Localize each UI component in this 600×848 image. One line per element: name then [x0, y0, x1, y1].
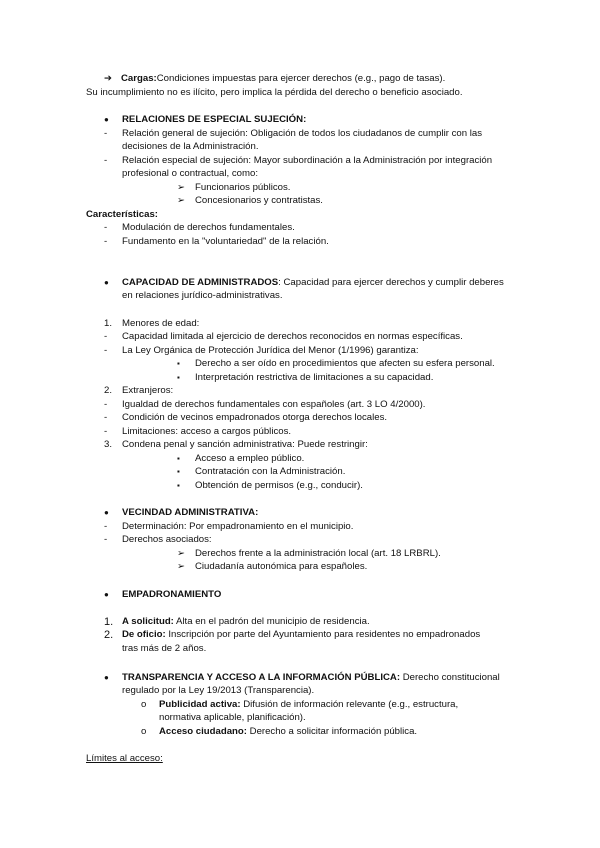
circle-bullet-icon: o [141, 699, 147, 710]
cargas-term: Cargas: [121, 73, 157, 84]
sub-item [159, 699, 458, 711]
cargas-note: Su incumplimiento no es ilícito, pero implica la pérdida del derecho o beneficio asociado. [86, 87, 463, 98]
item-term: Publicidad activa: [159, 699, 241, 710]
list-item: La Ley Orgánica de Protección Jurídica del Menor (1/1996) garantiza: [122, 345, 419, 356]
item-def: Derecho a solicitar información pública. [246, 726, 418, 737]
sub-item-cont: normativa aplicable, planificación). [159, 712, 306, 723]
transparencia-line [122, 672, 500, 684]
bullet-icon: ● [104, 278, 109, 287]
item-term: De oficio: [122, 629, 166, 640]
number-1: 1. [104, 616, 114, 628]
number-2: 2. [104, 385, 113, 396]
transparencia-def: Derecho constitucional [400, 672, 500, 683]
bullet-icon: ● [104, 590, 109, 599]
arrowhead-icon: ➢ [177, 195, 186, 206]
list-item: Limitaciones: acceso a cargos públicos. [122, 426, 292, 437]
numbered-item: Condena penal y sanción administrativa: Puede restringir: [122, 439, 368, 450]
square-bullet-icon: ▪ [177, 481, 180, 490]
list-item-cont: decisiones de la Administración. [122, 141, 259, 152]
sub-item: Acceso a empleo público. [195, 453, 305, 464]
dash-icon: - [104, 155, 108, 166]
dash-icon: - [104, 426, 108, 437]
sub-item: Derecho a ser oído en procedimientos que afecten su esfera personal. [195, 358, 495, 369]
sub-item [159, 726, 417, 738]
bullet-icon: ● [104, 673, 109, 682]
arrowhead-icon: ➢ [177, 561, 186, 572]
bullet-icon: ● [104, 115, 109, 124]
cargas-line [121, 73, 445, 85]
capacidad-def-cont: en relaciones jurídico-administrativas. [122, 290, 283, 301]
section-heading-transparencia: TRANSPARENCIA Y ACCESO A LA INFORMACIÓN PÚBLICA: [122, 672, 401, 683]
section-heading-vecindad: VECINDAD ADMINISTRATIVA: [122, 507, 259, 518]
cargas-def: Condiciones impuestas para ejercer derechos (e.g., pago de tasas). [156, 73, 446, 84]
sub-item: Obtención de permisos (e.g., conducir). [195, 480, 363, 491]
arrowhead-icon: ➢ [177, 548, 186, 559]
number-2: 2. [104, 629, 114, 641]
dash-icon: - [104, 345, 108, 356]
transparencia-def-cont: regulado por la Ley 19/2013 (Transparencia). [122, 685, 315, 696]
item-def: Difusión de información relevante (e.g., estructura, [240, 699, 459, 710]
dash-icon: - [104, 521, 108, 532]
sub-item: Interpretación restrictiva de limitaciones a su capacidad. [195, 372, 434, 383]
circle-bullet-icon: o [141, 726, 147, 737]
square-bullet-icon: ▪ [177, 454, 180, 463]
sub-item: Contratación con la Administración. [195, 466, 346, 477]
caracteristicas-heading: Características: [86, 209, 158, 220]
list-item: Capacidad limitada al ejercicio de derechos reconocidos en normas específicas. [122, 331, 463, 342]
section-heading-especial: RELACIONES DE ESPECIAL SUJECIÓN: [122, 114, 307, 125]
list-item: Derechos asociados: [122, 534, 212, 545]
bullet-icon: ● [104, 508, 109, 517]
dash-icon: - [104, 534, 108, 545]
list-item: Relación especial de sujeción: Mayor subordinación a la Administración por integración [122, 155, 493, 166]
number-3: 3. [104, 439, 113, 450]
list-item: Determinación: Por empadronamiento en el municipio. [122, 521, 354, 532]
dash-icon: - [104, 128, 108, 139]
list-item-cont: profesional o contractual, como: [122, 168, 258, 179]
list-item: Modulación de derechos fundamentales. [122, 222, 295, 233]
item-def: Alta en el padrón del municipio de residencia. [173, 616, 370, 627]
numbered-item: Extranjeros: [122, 385, 174, 396]
arrow-icon: ➔ [104, 73, 113, 84]
capacidad-def: : Capacidad para ejercer derechos y cumplir deberes [278, 277, 504, 288]
item-term: Acceso ciudadano: [159, 726, 247, 737]
arrowhead-icon: ➢ [177, 182, 186, 193]
section-heading-empadronamiento: EMPADRONAMIENTO [122, 589, 222, 600]
list-item: Condición de vecinos empadronados otorga derechos locales. [122, 412, 388, 423]
capacidad-line [122, 277, 504, 289]
dash-icon: - [104, 331, 108, 342]
list-item: Fundamento en la "voluntariedad" de la relación. [122, 236, 329, 247]
numbered-item: Menores de edad: [122, 318, 200, 329]
dash-icon: - [104, 222, 108, 233]
dash-icon: - [104, 399, 108, 410]
numbered-item [122, 616, 370, 628]
item-term: A solicitud: [122, 616, 174, 627]
numbered-item-cont: tras más de 2 años. [122, 643, 207, 654]
item-def: Inscripción por parte del Ayuntamiento para residentes no empadronados [165, 629, 481, 640]
dash-icon: - [104, 412, 108, 423]
limites-heading: Límites al acceso: [86, 753, 163, 764]
dash-icon: - [104, 236, 108, 247]
section-heading-capacidad: CAPACIDAD DE ADMINISTRADOS [122, 277, 279, 288]
list-item: Igualdad de derechos fundamentales con españoles (art. 3 LO 4/2000). [122, 399, 426, 410]
sub-item: Ciudadanía autonómica para españoles. [195, 561, 368, 572]
square-bullet-icon: ▪ [177, 373, 180, 382]
number-1: 1. [104, 318, 113, 329]
list-item: Relación general de sujeción: Obligación de todos los ciudadanos de cumplir con las [122, 128, 482, 139]
square-bullet-icon: ▪ [177, 467, 180, 476]
sub-item: Derechos frente a la administración local (art. 18 LRBRL). [195, 548, 441, 559]
numbered-item [122, 629, 480, 641]
sub-item: Concesionarios y contratistas. [195, 195, 323, 206]
square-bullet-icon: ▪ [177, 359, 180, 368]
sub-item: Funcionarios públicos. [195, 182, 291, 193]
